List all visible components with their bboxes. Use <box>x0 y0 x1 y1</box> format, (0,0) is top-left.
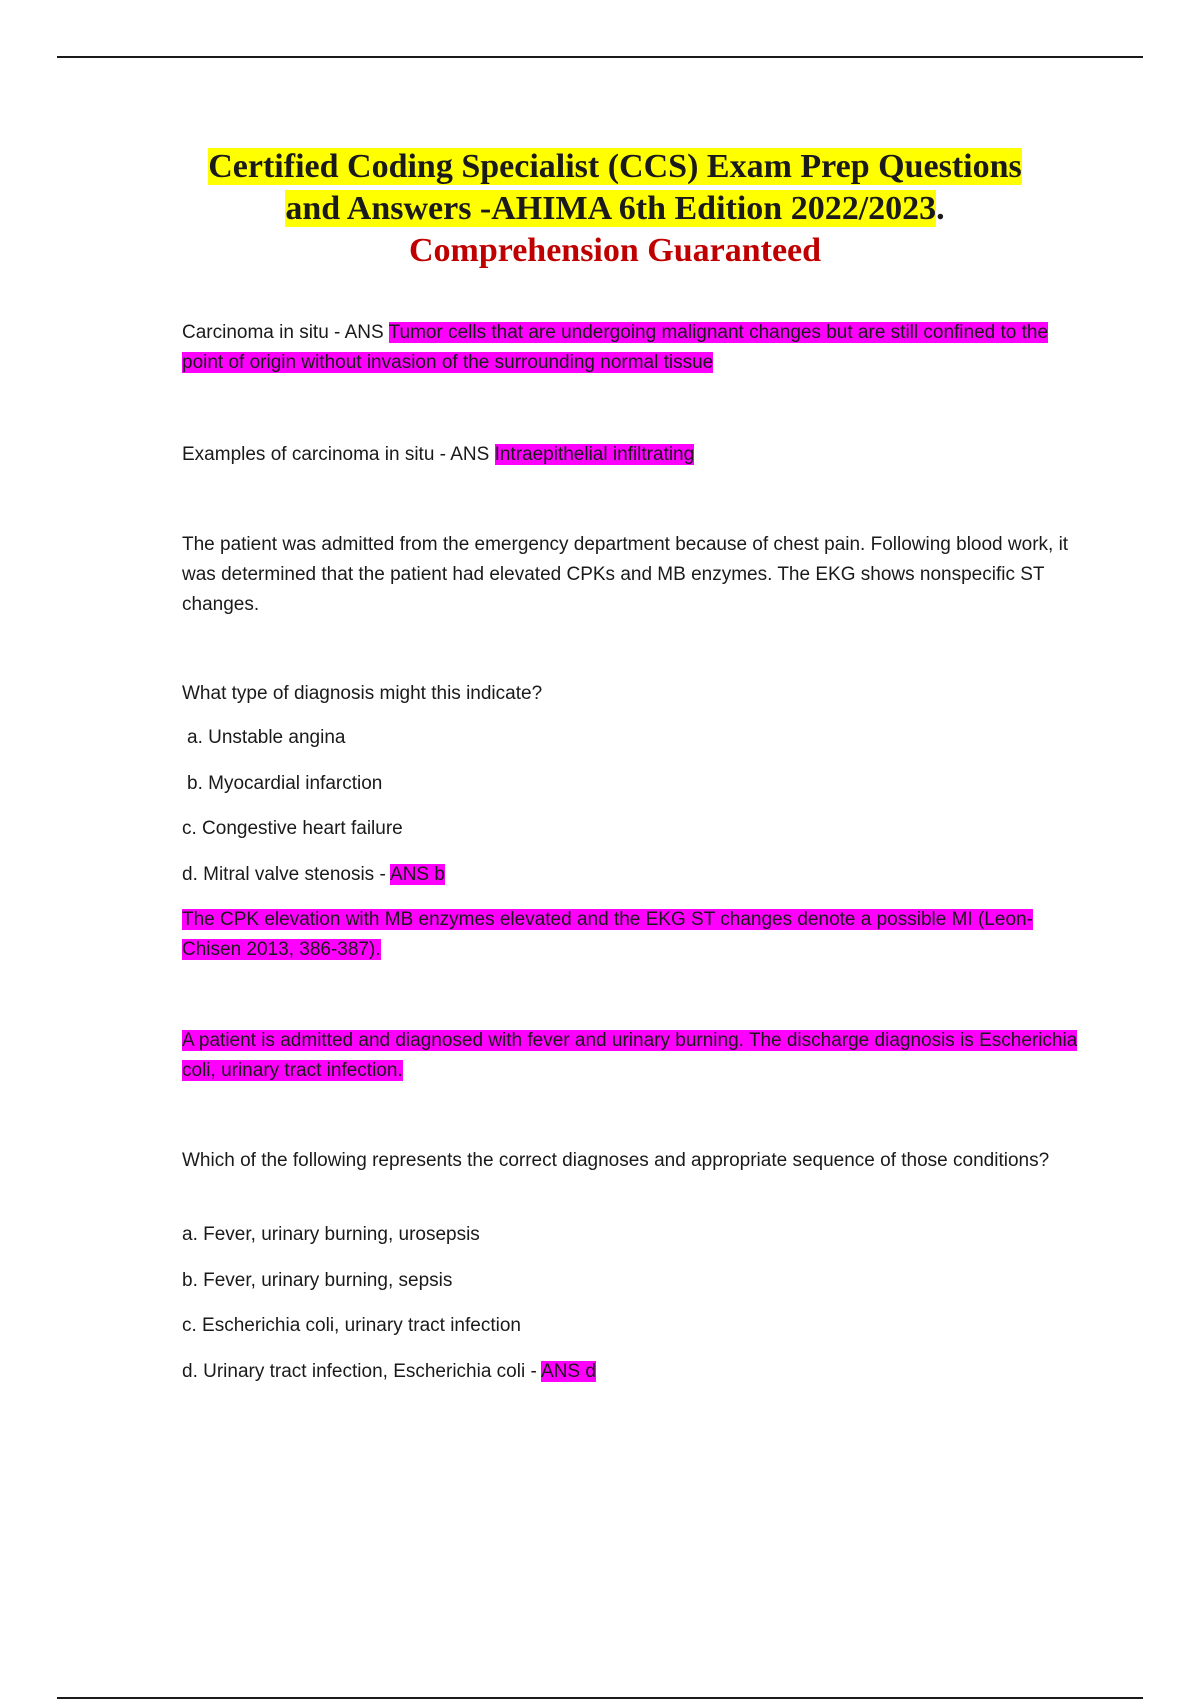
q4-option-b: b. Fever, urinary burning, sepsis <box>182 1270 453 1291</box>
q3-prompt-text: What type of diagnosis might this indicate? <box>182 683 543 704</box>
q4-prompt-text: Which of the following represents the correct diagnoses and appropriate sequence of those conditions? <box>182 1150 1050 1171</box>
q2-question: Examples of carcinoma in situ - ANS <box>182 444 495 465</box>
title-line-2 <box>150 188 1080 230</box>
q3-rationale <box>182 905 1082 965</box>
q4-prompt <box>182 1146 1082 1176</box>
question-1 <box>182 318 1082 378</box>
q1-question: Carcinoma in situ - ANS <box>182 322 389 343</box>
bottom-rule <box>57 1697 1143 1699</box>
q3-option-d-text: d. Mitral valve stenosis - <box>182 864 391 885</box>
q4-answer: ANS d <box>541 1361 596 1382</box>
top-rule <box>57 56 1143 58</box>
q4-scenario-text: A patient is admitted and diagnosed with fever and urinary burning. The discharge diagnosis is Escherichia coli, urinary tract infection. <box>182 1030 1078 1081</box>
title-line-2-text: and Answers -AHIMA 6th Edition 2022/2023 <box>285 190 937 227</box>
q4-scenario <box>182 1026 1082 1086</box>
q1-answer: Tumor cells that are undergoing malignant changes but are still confined to the point of origin without invasion of the surrounding normal tissue <box>182 322 1049 373</box>
title-line-1-text: Certified Coding Specialist (CCS) Exam Prep Questions <box>208 148 1022 185</box>
q3-prompt <box>182 679 1082 709</box>
q4-option-c: c. Escherichia coli, urinary tract infection <box>182 1315 521 1336</box>
question-2 <box>182 440 1082 470</box>
q3-scenario <box>182 530 1082 620</box>
q3-option-b: b. Myocardial infarction <box>187 773 383 794</box>
q3-option-d <box>182 860 1082 890</box>
title-line-1 <box>150 146 1080 188</box>
q3-scenario-text: The patient was admitted from the emergency department because of chest pain. Following blood work, it was determined that the patient had elevated CPKs and MB enzymes. The EKG shows nonspecific ST changes. <box>182 534 1069 615</box>
q3-answer: ANS b <box>390 864 445 885</box>
q4-option-d-text: d. Urinary tract infection, Escherichia coli - <box>182 1361 542 1382</box>
document-subtitle: Comprehension Guaranteed <box>408 232 822 269</box>
q2-answer: Intraepithelial infiltrating <box>494 444 695 465</box>
q4-option-d <box>182 1357 1082 1387</box>
q4-option-a: a. Fever, urinary burning, urosepsis <box>182 1224 480 1245</box>
q3-rationale-text: The CPK elevation with MB enzymes elevated and the EKG ST changes denote a possible MI (Leon-Chisen 2013, 386-387). <box>182 909 1033 960</box>
title-line-2-period: . <box>936 190 945 227</box>
q3-option-a: a. Unstable angina <box>187 727 346 748</box>
document-title <box>150 146 1080 272</box>
q3-option-c: c. Congestive heart failure <box>182 818 403 839</box>
